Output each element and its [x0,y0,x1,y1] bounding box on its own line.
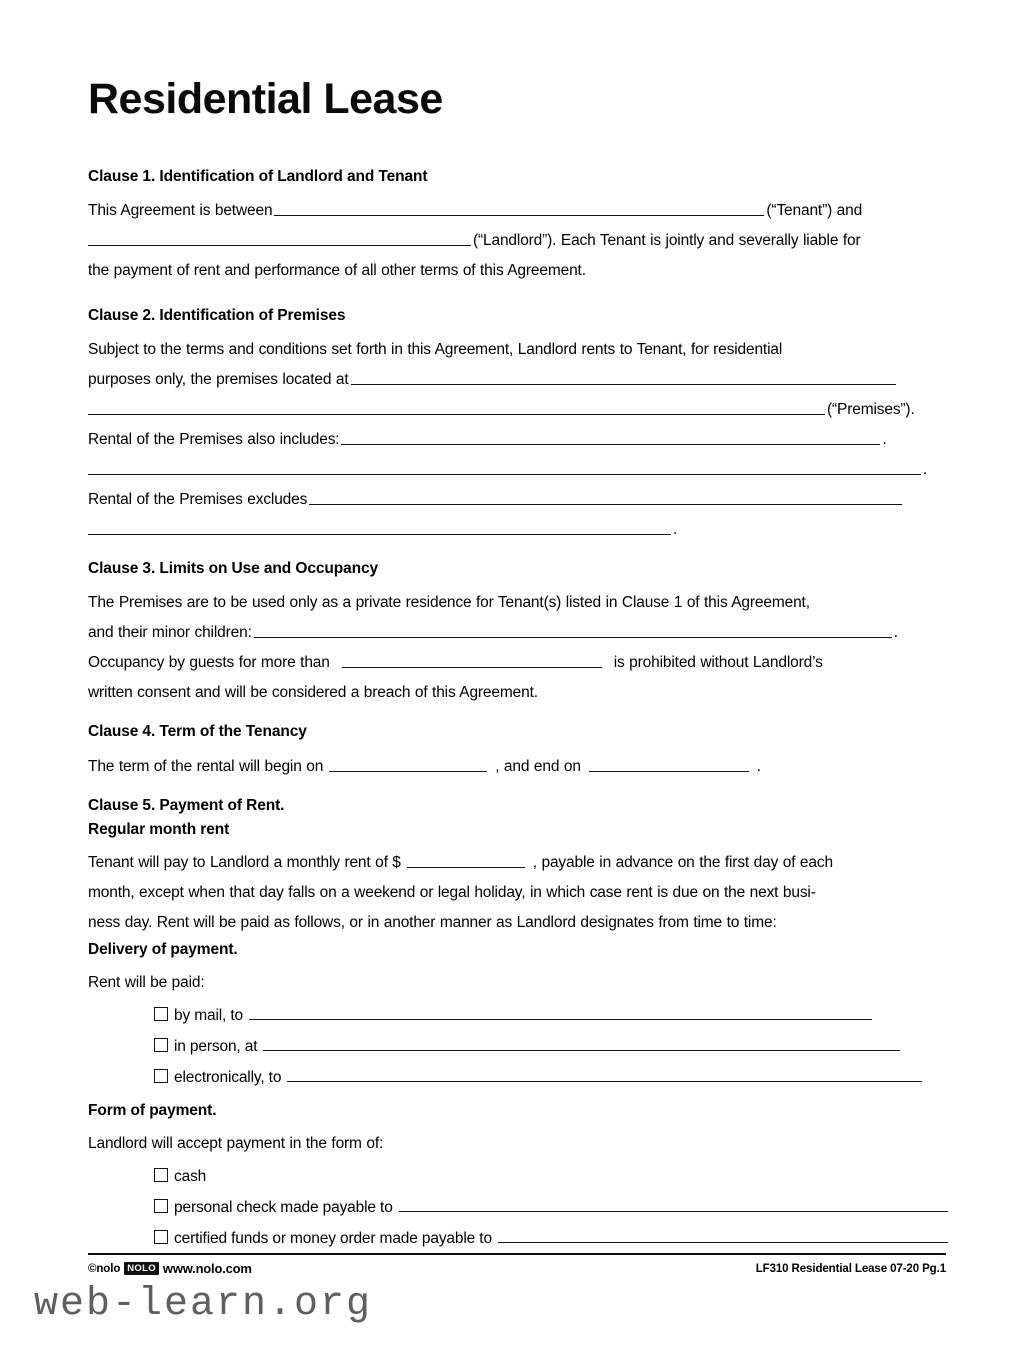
clause-2-premises-label: (“Premises”). [827,401,915,419]
minor-children-blank[interactable] [254,620,892,638]
landlord-name-blank[interactable] [88,228,471,246]
by-mail-address-blank[interactable] [249,1003,872,1020]
form-option-personal-check[interactable] [88,1192,948,1223]
footer-divider [88,1253,946,1255]
clause-4-body [88,752,948,782]
delivery-option-label: by mail, to [174,1006,243,1024]
clause-2-includes [88,425,948,485]
minor-children-period: . [893,624,898,642]
electronic-address-blank[interactable] [287,1065,922,1082]
regular-month-rent-heading: Regular month rent [88,820,230,838]
clause-2-excludes [88,485,948,545]
form-options-list [88,1161,948,1254]
guest-duration-blank[interactable] [342,650,602,668]
nolo-logo-icon: NOLO [124,1262,159,1275]
form-intro: Landlord will accept payment in the form of: [88,1135,384,1153]
form-option-certified-funds[interactable] [88,1223,948,1254]
clause-2-includes-line-1 [88,425,948,455]
copyright-notice: ©nolo [88,1262,121,1275]
includes-label: Rental of the Premises also includes: [88,431,340,449]
checkbox-icon[interactable] [154,1168,168,1182]
page-footer [88,1253,946,1276]
clause-5-rent-body [88,848,948,938]
form-option-label: certified funds or money order made payable to [174,1230,492,1248]
includes-period-2: . [923,461,928,479]
guests-label: Occupancy by guests for more than [88,654,330,672]
form-of-payment-heading: Form of payment. [88,1101,217,1119]
excludes-blank-2[interactable] [88,517,671,535]
clause-1-line-2 [88,226,948,256]
footer-brand [88,1261,252,1276]
monthly-rent-amount-blank[interactable] [407,850,525,868]
personal-check-payee-blank[interactable] [399,1195,948,1212]
checkbox-icon[interactable] [154,1199,168,1213]
clause-1-line-1 [88,196,948,226]
checkbox-icon[interactable] [154,1038,168,1052]
clause-5-rent-line-2: month, except when that day falls on a weekend or legal holiday, in which case rent is due on the next busi- [88,883,816,901]
includes-period: . [882,431,887,449]
footer-row [88,1261,946,1276]
premises-address-blank-1[interactable] [351,367,896,385]
term-begin-label: The term of the rental will begin on [88,757,324,775]
page-title: Residential Lease [88,75,443,123]
guests-suffix: is prohibited without Landlord’s [613,654,823,672]
includes-blank-2[interactable] [88,457,921,475]
clause-1-line-3: the payment of rent and performance of all other terms of this Agreement. [88,262,586,280]
delivery-of-payment-heading: Delivery of payment. [88,940,238,958]
clause-5-rent-line-1 [88,848,948,878]
clause-2-text-before: purposes only, the premises located at [88,371,349,389]
clause-3-body [88,588,948,708]
monthly-rent-label: Tenant will pay to Landlord a monthly rent of $ [88,853,401,871]
excludes-period: . [673,521,678,539]
clause-4-line-1 [88,752,948,782]
delivery-option-in-person[interactable] [88,1031,948,1062]
clause-1-text-before: This Agreement is between [88,202,273,220]
clause-2-line-3 [88,395,948,425]
includes-blank-1[interactable] [341,427,880,445]
term-period: . [756,757,761,775]
delivery-intro: Rent will be paid: [88,973,205,991]
clause-2-excludes-line-1 [88,485,948,515]
clause-3-section [88,559,948,708]
clause-3-heading: Clause 3. Limits on Use and Occupancy [88,560,379,578]
clause-2-line-1: Subject to the terms and conditions set forth in this Agreement, Landlord rents to Tenant, for residential [88,341,783,359]
clause-1-tenant-label: (“Tenant”) and [766,202,863,220]
term-end-blank[interactable] [589,754,749,772]
clause-5-section [88,796,948,1255]
excludes-label: Rental of the Premises excludes [88,491,308,509]
clause-2-excludes-line-2 [88,515,948,545]
term-begin-blank[interactable] [329,754,487,772]
checkbox-icon[interactable] [154,1007,168,1021]
clause-1-heading: Clause 1. Identification of Landlord and Tenant [88,168,428,185]
term-end-label: , and end on [495,757,581,775]
clause-4-heading: Clause 4. Term of the Tenancy [88,723,307,741]
document-content [88,75,948,1254]
certified-funds-payee-blank[interactable] [498,1226,948,1243]
delivery-option-label: electronically, to [174,1068,282,1086]
footer-form-id: LF310 Residential Lease 07-20 Pg.1 [755,1262,946,1275]
clause-3-line-4: written consent and will be considered a breach of this Agreement. [88,684,538,702]
delivery-option-by-mail[interactable] [88,1000,948,1031]
nolo-website-link[interactable]: www.nolo.com [162,1261,252,1276]
clause-5-rent-line-3: ness day. Rent will be paid as follows, or in another manner as Landlord designates from time to time: [88,913,777,931]
clause-2-heading: Clause 2. Identification of Premises [88,307,346,325]
checkbox-icon[interactable] [154,1230,168,1244]
clause-1-section [88,167,948,286]
excludes-blank-1[interactable] [309,487,902,505]
monthly-rent-suffix: , payable in advance on the first day of each [532,853,833,871]
premises-address-blank-2[interactable] [88,397,825,415]
clause-4-section [88,722,948,781]
clause-2-section [88,306,948,545]
clause-2-body [88,335,948,425]
clause-1-body [88,196,948,286]
clause-3-line-3 [88,648,948,678]
clause-2-includes-line-2 [88,455,948,485]
minor-children-label: and their minor children: [88,624,252,642]
delivery-option-electronically[interactable] [88,1062,948,1093]
clause-3-line-1: The Premises are to be used only as a private residence for Tenant(s) listed in Clause 1 of this Agreement, [88,594,810,612]
tenant-name-blank[interactable] [274,198,764,216]
form-option-label: cash [174,1168,207,1186]
in-person-address-blank[interactable] [263,1034,900,1051]
watermark-text: web-learn.org [34,1282,373,1327]
clause-1-landlord-label: (“Landlord”). Each Tenant is jointly and severally liable for [473,232,861,250]
checkbox-icon[interactable] [154,1069,168,1083]
delivery-options-list [88,1000,948,1093]
form-option-cash[interactable] [88,1161,948,1192]
form-option-label: personal check made payable to [174,1199,393,1217]
clause-5-heading: Clause 5. Payment of Rent. [88,796,285,814]
clause-3-line-2 [88,618,948,648]
delivery-option-label: in person, at [174,1037,258,1055]
clause-2-line-2 [88,365,948,395]
